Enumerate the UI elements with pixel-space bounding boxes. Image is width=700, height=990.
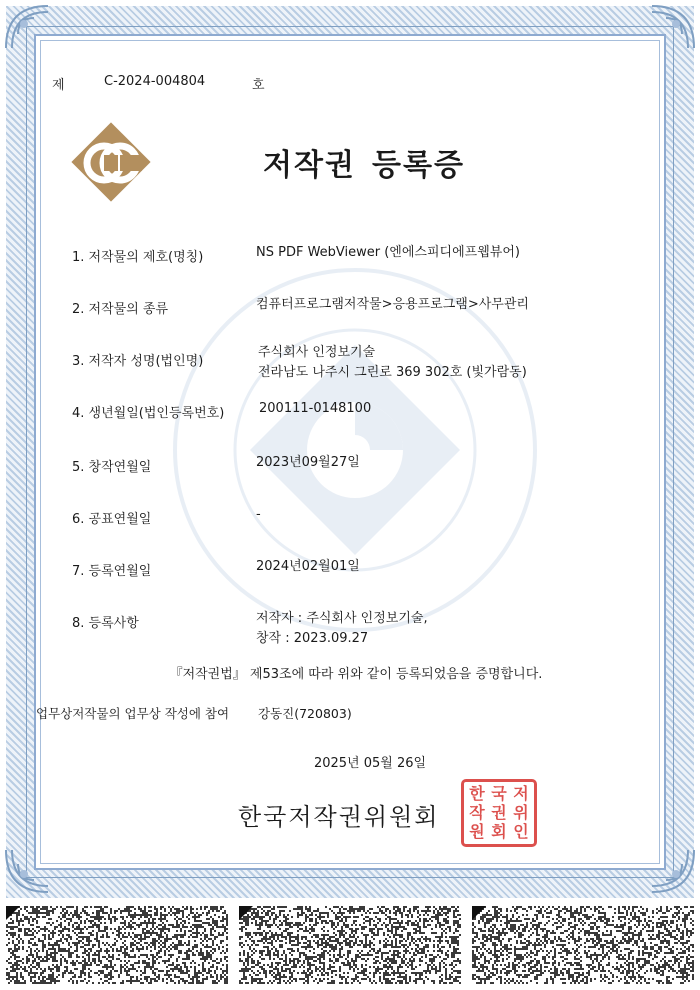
item-value: 2023년09월27일 (256, 455, 360, 470)
item-value-creation: 창작 : 2023.09.27 (256, 631, 369, 646)
seal-char: 작 (469, 802, 485, 822)
seal-char: 회 (491, 822, 507, 842)
seal-char: 저 (513, 783, 529, 803)
item-label: 4. 생년월일(법인등록번호) (72, 406, 225, 421)
certificate-number-prefix: 제 (52, 78, 65, 93)
item-label: 3. 저작자 성명(법인명) (72, 354, 204, 369)
item-label: 7. 등록연월일 (72, 564, 152, 579)
corner-ornament-icon (4, 848, 50, 894)
item-label: 1. 저작물의 제호(명칭) (72, 250, 204, 265)
security-codes (6, 906, 694, 984)
document-title (0, 140, 700, 184)
issue-date: 2025년 05월 26일 (313, 756, 427, 771)
corner-ornament-icon (650, 848, 696, 894)
item-label: 5. 창작연월일 (72, 460, 152, 475)
item-value: - (256, 507, 261, 522)
item-value: NS PDF WebViewer (엔에스피디에프웹뷰어) (256, 245, 520, 260)
seal-char: 국 (491, 783, 507, 803)
item-label: 8. 등록사항 (72, 616, 139, 631)
item-value: 주식회사 인정보기술 (258, 345, 376, 360)
item-label: 2. 저작물의 종류 (72, 302, 169, 317)
certificate-number: C-2024-004804 (104, 74, 206, 89)
official-seal (461, 779, 537, 847)
seal-char: 위 (513, 802, 529, 822)
work-for-hire-value: 강동진(720803) (258, 706, 352, 721)
title-part-1: 저작권 (263, 148, 356, 183)
security-barcode-icon (239, 906, 461, 984)
work-for-hire-row (36, 704, 352, 722)
item-value: 컴퓨터프로그램저작물>응용프로그램>사무관리 (256, 297, 529, 312)
corner-ornament-icon (4, 4, 50, 50)
corner-ornament-icon (650, 4, 696, 50)
work-for-hire-label: 업무상저작물의 업무상 작성에 참여 (36, 706, 230, 721)
item-value: 2024년02월01일 (256, 559, 360, 574)
seal-char: 권 (491, 802, 507, 822)
security-barcode-icon (472, 906, 694, 984)
commission-emblem-watermark-icon (170, 265, 540, 635)
item-value: 저작자 : 주식회사 인정보기술, (256, 611, 428, 626)
item-value-address: 전라남도 나주시 그린로 369 302호 (빛가람동) (258, 365, 527, 380)
seal-char: 원 (469, 822, 485, 842)
issuer-name: 한국저작권위원회 (238, 803, 440, 831)
security-barcode-icon (6, 906, 228, 984)
seal-char: 인 (513, 822, 529, 842)
item-label: 6. 공표연월일 (72, 512, 152, 527)
seal-char: 한 (469, 783, 485, 803)
item-value: 200111-0148100 (259, 401, 372, 416)
certificate-number-row (52, 74, 265, 93)
certificate-number-suffix: 호 (252, 78, 265, 93)
law-statement: 『저작권법』 제53조에 따라 위와 같이 등록되었음을 증명합니다. (169, 667, 543, 682)
title-part-2: 등록증 (372, 148, 465, 183)
